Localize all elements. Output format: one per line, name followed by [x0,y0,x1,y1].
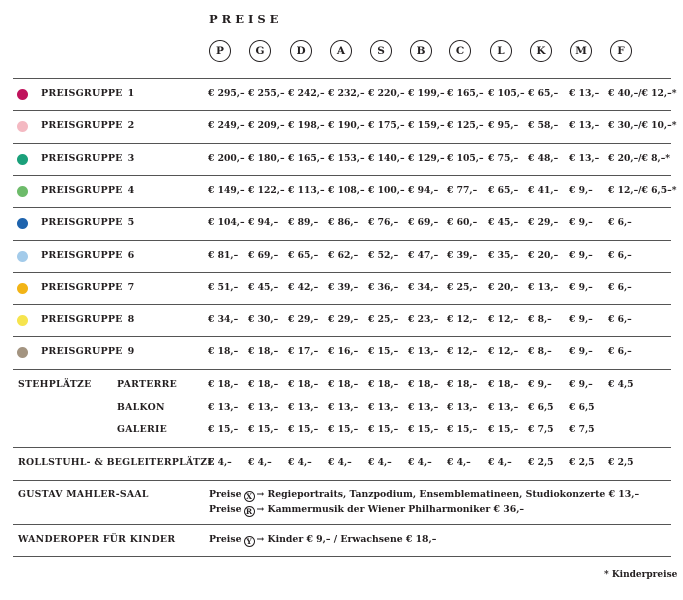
price-cell: € 42,– [288,281,319,293]
price-group-number: 2 [127,120,135,132]
price-cell: € 2,5 [608,457,634,468]
price-cell: € 4,5 [608,379,634,390]
price-cell: € 65,– [528,88,559,99]
price-cell: € 25,– [447,281,478,293]
price-cell: € 4,– [368,457,392,468]
price-cell: € 15,– [488,424,519,435]
price-group-color-dot [17,154,28,165]
price-cell: € 15,– [248,424,279,435]
price-cell: € 12,– [488,346,519,358]
price-cell: € 20,– [528,249,559,261]
price-group-name: PREISGRUPPE [41,184,123,196]
row-divider [13,336,671,337]
row-divider [13,240,671,241]
price-cell: € 9,– [569,314,593,326]
category-m-badge: M [570,40,592,62]
price-cell: € 86,– [328,217,359,229]
price-cell: € 45,– [248,281,279,293]
info-text: → Regieportraits, Tanzpodium, Ensemblematineen, Studiokonzerte € 13,– [256,489,640,500]
price-cell: € 81,– [208,249,239,261]
info-text: → Kammermusik der Wiener Philharmoniker € 36,– [256,504,525,515]
price-cell: € 69,– [248,249,279,261]
price-cell: € 48,– [528,152,559,164]
price-cell: € 77,– [447,184,478,196]
price-cell: € 45,– [488,217,519,229]
price-cell: € 199,– [408,88,445,99]
category-p-badge: P [209,40,231,62]
category-d-badge: D [290,40,312,62]
price-group-label [41,346,134,357]
price-group-name: PREISGRUPPE [41,152,123,164]
rollstuhl-label: ROLLSTUHL- & BEGLEITERPLÄTZE [18,457,215,468]
price-cell: € 7,5 [569,424,595,435]
price-cell: € 180,– [248,152,285,164]
price-cell: € 40,–/€ 12,–* [608,88,677,99]
price-cell: € 18,– [408,379,439,390]
info-prefix: Preise [209,534,242,545]
price-cell: € 94,– [248,217,279,229]
price-cell: € 89,– [288,217,319,229]
price-cell: € 108,– [328,184,365,196]
price-cell: € 94,– [408,184,439,196]
price-group-number: 9 [127,346,135,358]
price-cell: € 34,– [408,281,439,293]
price-cell: € 12,–/€ 6,5–* [608,184,677,196]
price-cell: € 7,5 [528,424,554,435]
price-group-label [41,153,134,164]
price-group-label [41,282,134,293]
price-cell: € 125,– [447,120,484,132]
price-group-label [41,217,134,228]
price-cell: € 4,– [488,457,512,468]
price-cell: € 4,– [447,457,471,468]
price-letter-badge: R [244,506,255,517]
wanderoper-label: WANDEROPER FÜR KINDER [18,534,176,545]
price-group-color-dot [17,121,28,132]
price-cell: € 18,– [248,346,279,358]
price-cell: € 18,– [488,379,519,390]
price-cell: € 105,– [488,88,525,99]
price-cell: € 15,– [208,424,239,435]
price-cell: € 295,– [208,88,245,99]
price-cell: € 165,– [288,152,325,164]
price-group-label [41,250,134,261]
category-k-badge: K [530,40,552,62]
price-cell: € 6,– [608,217,632,229]
row-divider [13,480,671,481]
price-group-color-dot [17,218,28,229]
category-g-badge: G [249,40,271,62]
row-divider [13,78,671,79]
price-cell: € 39,– [328,281,359,293]
price-cell: € 39,– [447,249,478,261]
price-cell: € 13,– [528,281,559,293]
price-cell: € 18,– [447,379,478,390]
price-cell: € 104,– [208,217,245,229]
price-group-color-dot [17,315,28,326]
price-cell: € 12,– [488,314,519,326]
price-cell: € 75,– [488,152,519,164]
price-cell: € 60,– [447,217,478,229]
price-cell: € 18,– [208,346,239,358]
row-divider [13,143,671,144]
price-group-name: PREISGRUPPE [41,120,123,132]
stehplaetze-label: STEHPLÄTZE [18,379,92,390]
info-prefix: Preise [209,504,242,515]
price-cell: € 20,–/€ 8,–* [608,152,671,164]
price-cell: € 122,– [248,184,285,196]
row-divider [13,175,671,176]
price-cell: € 15,– [368,346,399,358]
price-cell: € 13,– [288,402,319,413]
price-cell: € 36,– [368,281,399,293]
row-divider [13,447,671,448]
price-cell: € 175,– [368,120,405,132]
price-cell: € 29,– [328,314,359,326]
price-group-label [41,88,134,99]
info-line [209,534,436,547]
price-cell: € 209,– [248,120,285,132]
price-cell: € 129,– [408,152,445,164]
price-cell: € 25,– [368,314,399,326]
row-divider [13,369,671,370]
price-group-color-dot [17,89,28,100]
price-cell: € 18,– [368,379,399,390]
price-cell: € 4,– [208,457,232,468]
price-cell: € 8,– [528,346,552,358]
price-cell: € 153,– [328,152,365,164]
price-cell: € 65,– [288,249,319,261]
price-group-color-dot [17,347,28,358]
price-group-number: 4 [127,184,135,196]
category-f-badge: F [610,40,632,62]
price-letter-badge: Y [244,536,255,547]
price-cell: € 9,– [569,184,593,196]
price-cell: € 9,– [528,379,552,390]
price-cell: € 6,5 [528,402,554,413]
price-cell: € 18,– [328,379,359,390]
price-group-color-dot [17,283,28,294]
price-cell: € 13,– [488,402,519,413]
price-cell: € 95,– [488,120,519,132]
row-divider [13,556,671,557]
price-cell: € 15,– [447,424,478,435]
price-cell: € 9,– [569,346,593,358]
price-group-name: PREISGRUPPE [41,314,123,326]
price-cell: € 4,– [288,457,312,468]
price-cell: € 15,– [288,424,319,435]
row-divider [13,272,671,273]
row-divider [13,110,671,111]
price-cell: € 76,– [368,217,399,229]
price-cell: € 2,5 [569,457,595,468]
mahler-saal-label: GUSTAV MAHLER-SAAL [18,489,149,500]
info-line [209,504,524,517]
price-cell: € 190,– [328,120,365,132]
price-letter-badge: X [244,491,255,502]
price-group-color-dot [17,251,28,262]
price-group-number: 8 [127,314,135,326]
price-cell: € 13,– [569,88,600,99]
price-group-label [41,185,134,196]
price-cell: € 47,– [408,249,439,261]
price-cell: € 30,–/€ 10,–* [608,120,677,132]
price-cell: € 100,– [368,184,405,196]
price-group-name: PREISGRUPPE [41,88,123,99]
price-group-number: 7 [127,281,135,293]
price-cell: € 165,– [447,88,484,99]
price-cell: € 18,– [248,379,279,390]
price-group-name: PREISGRUPPE [41,217,123,229]
price-cell: € 34,– [208,314,239,326]
page-title: PREISE [209,12,283,26]
price-cell: € 6,– [608,346,632,358]
price-cell: € 15,– [328,424,359,435]
row-divider [13,524,671,525]
price-cell: € 9,– [569,379,593,390]
footnote: * Kinderpreise [604,570,678,580]
price-cell: € 13,– [408,346,439,358]
price-cell: € 13,– [569,152,600,164]
price-group-label [41,314,134,325]
price-cell: € 242,– [288,88,325,99]
price-cell: € 13,– [447,402,478,413]
row-divider [13,207,671,208]
price-cell: € 35,– [488,249,519,261]
price-cell: € 13,– [368,402,399,413]
price-cell: € 13,– [248,402,279,413]
price-cell: € 13,– [208,402,239,413]
price-cell: € 149,– [208,184,245,196]
price-cell: € 4,– [328,457,352,468]
price-group-number: 6 [127,249,135,261]
price-group-name: PREISGRUPPE [41,281,123,293]
price-cell: € 23,– [408,314,439,326]
price-cell: € 29,– [528,217,559,229]
info-prefix: Preise [209,489,242,500]
category-c-badge: C [449,40,471,62]
price-cell: € 198,– [288,120,325,132]
price-cell: € 8,– [528,314,552,326]
price-cell: € 13,– [328,402,359,413]
price-cell: € 4,– [248,457,272,468]
price-group-number: 3 [127,152,135,164]
price-cell: € 113,– [288,184,325,196]
price-cell: € 6,5 [569,402,595,413]
price-group-number: 5 [127,217,135,229]
price-cell: € 12,– [447,314,478,326]
category-a-badge: A [330,40,352,62]
price-cell: € 13,– [569,120,600,132]
price-cell: € 255,– [248,88,285,99]
category-l-badge: L [490,40,512,62]
price-cell: € 30,– [248,314,279,326]
stehplatz-area-label: PARTERRE [117,379,178,390]
price-cell: € 17,– [288,346,319,358]
price-cell: € 12,– [447,346,478,358]
info-line [209,489,639,502]
price-cell: € 249,– [208,120,245,132]
price-group-number: 1 [127,88,135,99]
stehplatz-area-label: GALERIE [117,424,168,435]
price-cell: € 6,– [608,249,632,261]
price-cell: € 18,– [288,379,319,390]
price-cell: € 20,– [488,281,519,293]
price-cell: € 9,– [569,249,593,261]
price-cell: € 18,– [208,379,239,390]
price-cell: € 15,– [368,424,399,435]
price-group-name: PREISGRUPPE [41,249,123,261]
price-cell: € 15,– [408,424,439,435]
info-text: → Kinder € 9,– / Erwachsene € 18,– [256,534,437,545]
price-cell: € 6,– [608,314,632,326]
price-cell: € 232,– [328,88,365,99]
stehplatz-area-label: BALKON [117,402,165,413]
price-group-label [41,120,134,131]
price-cell: € 105,– [447,152,484,164]
price-cell: € 52,– [368,249,399,261]
price-cell: € 140,– [368,152,405,164]
price-cell: € 4,– [408,457,432,468]
category-s-badge: S [370,40,392,62]
price-cell: € 159,– [408,120,445,132]
category-b-badge: B [410,40,432,62]
price-cell: € 2,5 [528,457,554,468]
price-cell: € 13,– [408,402,439,413]
price-cell: € 9,– [569,217,593,229]
price-cell: € 65,– [488,184,519,196]
price-cell: € 29,– [288,314,319,326]
price-group-color-dot [17,186,28,197]
price-cell: € 41,– [528,184,559,196]
price-group-name: PREISGRUPPE [41,346,123,358]
price-cell: € 51,– [208,281,239,293]
price-cell: € 200,– [208,152,245,164]
price-cell: € 69,– [408,217,439,229]
row-divider [13,304,671,305]
price-cell: € 58,– [528,120,559,132]
price-cell: € 9,– [569,281,593,293]
price-cell: € 62,– [328,249,359,261]
price-cell: € 220,– [368,88,405,99]
price-cell: € 6,– [608,281,632,293]
price-cell: € 16,– [328,346,359,358]
